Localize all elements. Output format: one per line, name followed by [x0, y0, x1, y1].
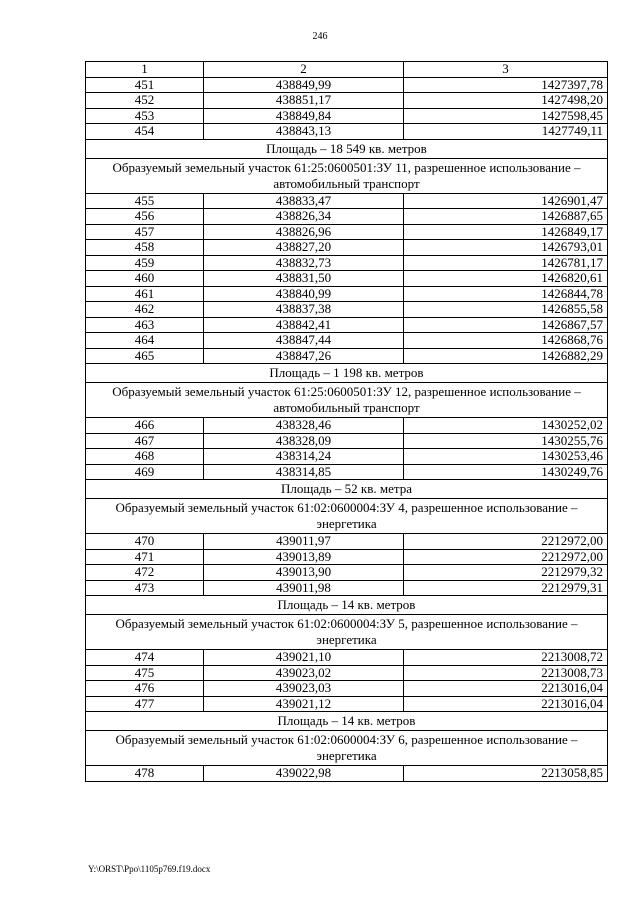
table-row — [86, 565, 608, 581]
x-coordinate-cell: 438314,24 — [204, 449, 404, 465]
x-coordinate-cell: 438849,99 — [204, 77, 404, 93]
table-row — [86, 209, 608, 225]
section-text-cell: Площадь – 1 198 кв. метров — [86, 364, 608, 383]
point-number-cell: 451 — [86, 77, 204, 93]
y-coordinate-cell: 2212972,00 — [404, 549, 608, 565]
y-coordinate-cell: 1427498,20 — [404, 93, 608, 109]
point-number-cell: 456 — [86, 209, 204, 225]
table-row — [86, 124, 608, 140]
table-row — [86, 302, 608, 318]
point-number-cell: 464 — [86, 333, 204, 349]
coordinates-table — [85, 61, 608, 782]
x-coordinate-cell: 438827,20 — [204, 240, 404, 256]
x-coordinate-cell: 439011,97 — [204, 534, 404, 550]
column-header-x: 2 — [204, 62, 404, 78]
point-number-cell: 454 — [86, 124, 204, 140]
x-coordinate-cell: 438837,38 — [204, 302, 404, 318]
x-coordinate-cell: 439023,02 — [204, 665, 404, 681]
point-number-cell: 478 — [86, 766, 204, 782]
table-row — [86, 665, 608, 681]
table-body — [86, 77, 608, 781]
point-number-cell: 473 — [86, 580, 204, 596]
x-coordinate-cell: 438851,17 — [204, 93, 404, 109]
section-text-cell: Образуемый земельный участок 61:25:0600501:ЗУ 12, разрешенное использование – автомобильный транспорт — [86, 383, 608, 418]
section-row — [86, 499, 608, 534]
x-coordinate-cell: 438843,13 — [204, 124, 404, 140]
x-coordinate-cell: 439021,10 — [204, 650, 404, 666]
table-row — [86, 534, 608, 550]
section-text-cell: Образуемый земельный участок 61:02:0600004:ЗУ 4, разрешенное использование – энергетика — [86, 499, 608, 534]
point-number-cell: 467 — [86, 433, 204, 449]
section-row — [86, 615, 608, 650]
y-coordinate-cell: 2213058,85 — [404, 766, 608, 782]
y-coordinate-cell: 2213016,04 — [404, 681, 608, 697]
file-path-footer: Y:\ORST\Ppo\1105p769.f19.docx — [88, 864, 211, 874]
y-coordinate-cell: 1430249,76 — [404, 464, 608, 480]
table-row — [86, 650, 608, 666]
section-text-cell: Образуемый земельный участок 61:02:0600004:ЗУ 6, разрешенное использование – энергетика — [86, 731, 608, 766]
table-row — [86, 286, 608, 302]
y-coordinate-cell: 1426887,65 — [404, 209, 608, 225]
point-number-cell: 475 — [86, 665, 204, 681]
point-number-cell: 470 — [86, 534, 204, 550]
section-row — [86, 364, 608, 383]
x-coordinate-cell: 439021,12 — [204, 696, 404, 712]
point-number-cell: 455 — [86, 193, 204, 209]
x-coordinate-cell: 439013,89 — [204, 549, 404, 565]
column-header-point-number: 1 — [86, 62, 204, 78]
point-number-cell: 476 — [86, 681, 204, 697]
table-row — [86, 449, 608, 465]
column-header-y: 3 — [404, 62, 608, 78]
table-row — [86, 696, 608, 712]
table-row — [86, 108, 608, 124]
x-coordinate-cell: 438826,34 — [204, 209, 404, 225]
x-coordinate-cell: 438833,47 — [204, 193, 404, 209]
y-coordinate-cell: 1426868,76 — [404, 333, 608, 349]
table-row — [86, 317, 608, 333]
y-coordinate-cell: 1426867,57 — [404, 317, 608, 333]
point-number-cell: 459 — [86, 255, 204, 271]
table-row — [86, 433, 608, 449]
table-row — [86, 464, 608, 480]
point-number-cell: 457 — [86, 224, 204, 240]
x-coordinate-cell: 439022,98 — [204, 766, 404, 782]
y-coordinate-cell: 2213008,73 — [404, 665, 608, 681]
x-coordinate-cell: 438849,84 — [204, 108, 404, 124]
y-coordinate-cell: 2212972,00 — [404, 534, 608, 550]
x-coordinate-cell: 438831,50 — [204, 271, 404, 287]
point-number-cell: 461 — [86, 286, 204, 302]
point-number-cell: 463 — [86, 317, 204, 333]
table-row — [86, 240, 608, 256]
x-coordinate-cell: 438328,46 — [204, 418, 404, 434]
x-coordinate-cell: 439023,03 — [204, 681, 404, 697]
point-number-cell: 452 — [86, 93, 204, 109]
section-row — [86, 158, 608, 193]
point-number-cell: 471 — [86, 549, 204, 565]
y-coordinate-cell: 1426793,01 — [404, 240, 608, 256]
section-row — [86, 712, 608, 731]
y-coordinate-cell: 1426849,17 — [404, 224, 608, 240]
point-number-cell: 468 — [86, 449, 204, 465]
y-coordinate-cell: 1430252,02 — [404, 418, 608, 434]
section-text-cell: Образуемый земельный участок 61:02:0600004:ЗУ 5, разрешенное использование – энергетика — [86, 615, 608, 650]
y-coordinate-cell: 1426820,61 — [404, 271, 608, 287]
x-coordinate-cell: 438314,85 — [204, 464, 404, 480]
section-row — [86, 596, 608, 615]
y-coordinate-cell: 1426844,78 — [404, 286, 608, 302]
y-coordinate-cell: 2213008,72 — [404, 650, 608, 666]
table-row — [86, 549, 608, 565]
table-row — [86, 271, 608, 287]
point-number-cell: 462 — [86, 302, 204, 318]
section-text-cell: Образуемый земельный участок 61:25:0600501:ЗУ 11, разрешенное использование – автомобильный транспорт — [86, 158, 608, 193]
y-coordinate-cell: 2212979,32 — [404, 565, 608, 581]
point-number-cell: 474 — [86, 650, 204, 666]
point-number-cell: 469 — [86, 464, 204, 480]
table-row — [86, 333, 608, 349]
x-coordinate-cell: 439011,98 — [204, 580, 404, 596]
table-row — [86, 93, 608, 109]
x-coordinate-cell: 438328,09 — [204, 433, 404, 449]
point-number-cell: 458 — [86, 240, 204, 256]
y-coordinate-cell: 1430255,76 — [404, 433, 608, 449]
y-coordinate-cell: 2212979,31 — [404, 580, 608, 596]
point-number-cell: 453 — [86, 108, 204, 124]
x-coordinate-cell: 438826,96 — [204, 224, 404, 240]
y-coordinate-cell: 1427749,11 — [404, 124, 608, 140]
table-row — [86, 224, 608, 240]
x-coordinate-cell: 438847,44 — [204, 333, 404, 349]
x-coordinate-cell: 439013,90 — [204, 565, 404, 581]
y-coordinate-cell: 1426855,58 — [404, 302, 608, 318]
x-coordinate-cell: 438847,26 — [204, 348, 404, 364]
point-number-cell: 465 — [86, 348, 204, 364]
x-coordinate-cell: 438832,73 — [204, 255, 404, 271]
table-row — [86, 193, 608, 209]
point-number-cell: 460 — [86, 271, 204, 287]
section-row — [86, 480, 608, 499]
x-coordinate-cell: 438840,99 — [204, 286, 404, 302]
y-coordinate-cell: 1427598,45 — [404, 108, 608, 124]
point-number-cell: 472 — [86, 565, 204, 581]
section-text-cell: Площадь – 14 кв. метров — [86, 596, 608, 615]
section-text-cell: Площадь – 52 кв. метра — [86, 480, 608, 499]
table-row — [86, 766, 608, 782]
x-coordinate-cell: 438842,41 — [204, 317, 404, 333]
page-number: 246 — [312, 31, 328, 42]
section-row — [86, 383, 608, 418]
section-row — [86, 139, 608, 158]
table-row — [86, 418, 608, 434]
section-text-cell: Площадь – 18 549 кв. метров — [86, 139, 608, 158]
y-coordinate-cell: 1426882,29 — [404, 348, 608, 364]
y-coordinate-cell: 1426781,17 — [404, 255, 608, 271]
y-coordinate-cell: 2213016,04 — [404, 696, 608, 712]
y-coordinate-cell: 1427397,78 — [404, 77, 608, 93]
table-row — [86, 348, 608, 364]
point-number-cell: 466 — [86, 418, 204, 434]
table-row — [86, 580, 608, 596]
table-row — [86, 77, 608, 93]
y-coordinate-cell: 1430253,46 — [404, 449, 608, 465]
y-coordinate-cell: 1426901,47 — [404, 193, 608, 209]
section-text-cell: Площадь – 14 кв. метров — [86, 712, 608, 731]
section-row — [86, 731, 608, 766]
table-row — [86, 681, 608, 697]
table-row — [86, 255, 608, 271]
table-header-row — [86, 62, 608, 78]
point-number-cell: 477 — [86, 696, 204, 712]
